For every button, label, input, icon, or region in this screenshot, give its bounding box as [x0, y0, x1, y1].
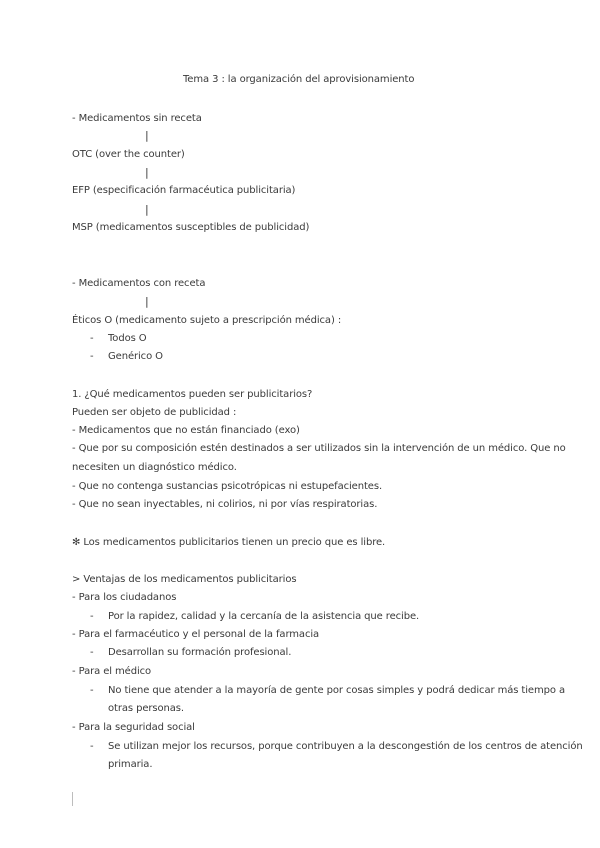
- bullet-item: Todos O: [108, 333, 147, 344]
- note-line: ✻ Los medicamentos publicitarios tienen un precio que es libre.: [72, 537, 386, 548]
- bullet-dash: -: [90, 351, 94, 362]
- list-item: - Que por su composición estén destinados a ser utilizados sin la intervención de un médico. Que no: [72, 443, 566, 454]
- ventajas-heading: > Ventajas de los medicamentos publicitarios: [72, 574, 297, 585]
- group-line: Se utilizan mejor los recursos, porque contribuyen a la descongestión de los centros de atención: [108, 741, 583, 752]
- page-title: Tema 3 : la organización del aprovisionamiento: [183, 74, 415, 85]
- bullet-dash: -: [90, 611, 94, 622]
- bullet-item: Genérico O: [108, 351, 163, 362]
- list-item: - Que no sean inyectables, ni colirios, ni por vías respiratorias.: [72, 499, 378, 510]
- group-line: otras personas.: [108, 703, 184, 714]
- connector-pipe: |: [145, 129, 149, 142]
- page-edge-mark: [72, 792, 73, 806]
- group-label: - Para el farmacéutico y el personal de la farmacia: [72, 629, 320, 640]
- group-label: - Para los ciudadanos: [72, 592, 177, 603]
- msp-line: MSP (medicamentos susceptibles de publicidad): [72, 222, 310, 233]
- list-item: - Medicamentos que no están financiado (exo): [72, 425, 300, 436]
- list-item: necesiten un diagnóstico médico.: [72, 462, 237, 473]
- eticos-line: Éticos O (medicamento sujeto a prescripción médica) :: [72, 315, 342, 326]
- question-heading: 1. ¿Qué medicamentos pueden ser publicitarios?: [72, 389, 313, 400]
- efp-line: EFP (especificación farmacéutica publicitaria): [72, 185, 296, 196]
- group-line: Por la rapidez, calidad y la cercanía de la asistencia que recibe.: [108, 611, 420, 622]
- bullet-dash: -: [90, 741, 94, 752]
- otc-line: OTC (over the counter): [72, 149, 185, 160]
- group-line: No tiene que atender a la mayoría de gente por cosas simples y podrá dedicar más tiempo a: [108, 685, 565, 696]
- group-line: primaria.: [108, 759, 153, 770]
- connector-pipe: |: [145, 166, 149, 179]
- con-receta-heading: - Medicamentos con receta: [72, 278, 206, 289]
- group-line: Desarrollan su formación profesional.: [108, 647, 292, 658]
- connector-pipe: |: [145, 295, 149, 308]
- intro-line: Pueden ser objeto de publicidad :: [72, 407, 237, 418]
- group-label: - Para la seguridad social: [72, 722, 195, 733]
- bullet-dash: -: [90, 685, 94, 696]
- list-item: - Que no contenga sustancias psicotrópicas ni estupefacientes.: [72, 481, 383, 492]
- group-label: - Para el médico: [72, 666, 152, 677]
- bullet-dash: -: [90, 647, 94, 658]
- connector-pipe: |: [145, 203, 149, 216]
- bullet-dash: -: [90, 333, 94, 344]
- sin-receta-heading: - Medicamentos sin receta: [72, 113, 202, 124]
